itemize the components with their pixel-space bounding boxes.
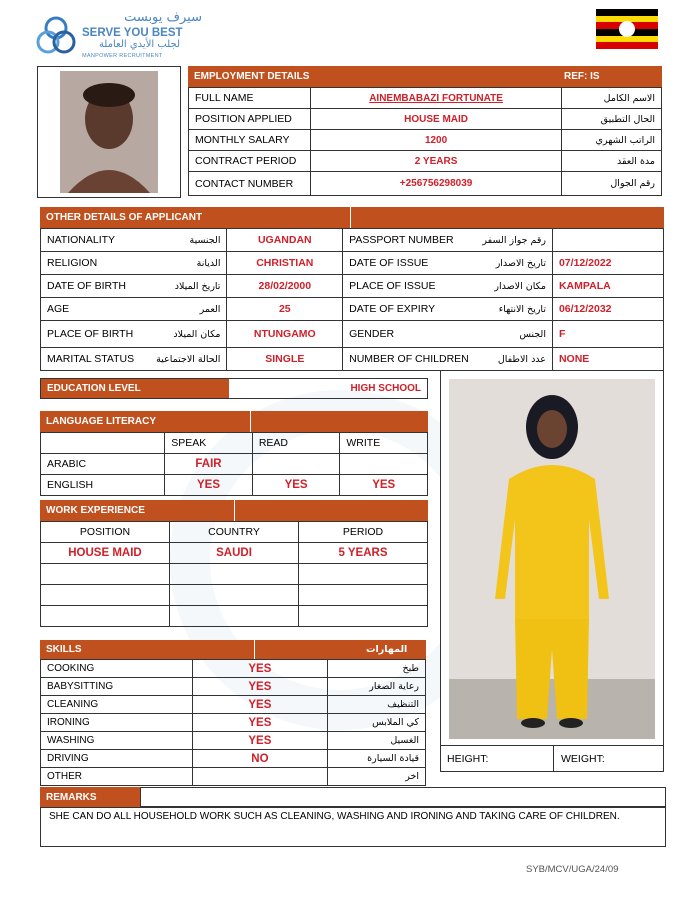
skill-row — [41, 750, 426, 768]
full-body-photo-frame — [440, 370, 664, 772]
left-label: DATE OF BIRTH — [41, 275, 148, 298]
left-arabic-label: مكان الميلاد — [147, 321, 227, 348]
skill-name: IRONING — [41, 714, 193, 732]
remarks-title: REMARKS — [46, 791, 97, 803]
other-details-row — [41, 275, 664, 298]
work-cell — [170, 585, 299, 606]
right-label: GENDER — [343, 321, 475, 348]
skill-name: OTHER — [41, 768, 193, 786]
left-label: MARITAL STATUS — [41, 348, 148, 371]
work-cell: SAUDI — [170, 543, 299, 564]
language-header — [40, 411, 428, 432]
language-level: YES — [340, 475, 428, 496]
weight-label: WEIGHT: — [561, 753, 605, 765]
remarks-text: SHE CAN DO ALL HOUSEHOLD WORK SUCH AS CLEANING, WASHING AND IRONING AND TAKING CARE OF CHILDREN. — [49, 811, 620, 822]
skill-arabic-name: اخر — [328, 768, 426, 786]
employment-row — [189, 109, 662, 130]
work-cell: HOUSE MAID — [41, 543, 170, 564]
skill-value: YES — [192, 732, 328, 750]
language-level: YES — [252, 475, 340, 496]
language-table — [40, 432, 428, 496]
left-arabic-label: الحالة الاجتماعية — [147, 348, 227, 371]
other-details-title: OTHER DETAILS OF APPLICANT — [46, 212, 203, 223]
left-value: 28/02/2000 — [227, 275, 343, 298]
skill-row — [41, 768, 426, 786]
right-arabic-label: الجنس — [475, 321, 553, 348]
other-details-row — [41, 321, 664, 348]
header-divider — [350, 207, 351, 228]
skill-arabic-name: قيادة السيارة — [328, 750, 426, 768]
other-details-header — [40, 207, 664, 228]
uganda-flag-icon — [596, 9, 658, 49]
work-row — [41, 543, 428, 564]
work-row — [41, 606, 428, 627]
work-header-divider — [234, 500, 235, 521]
left-value: SINGLE — [227, 348, 343, 371]
other-details-row — [41, 252, 664, 275]
skills-title-arabic: المهارات — [366, 644, 408, 655]
employment-table — [188, 87, 662, 196]
work-col-header: POSITION — [41, 522, 170, 543]
employment-value: 2 YEARS — [310, 151, 561, 172]
skill-name: COOKING — [41, 660, 193, 678]
other-details-row — [41, 298, 664, 321]
right-value: F — [552, 321, 663, 348]
height-label: HEIGHT: — [447, 753, 489, 765]
language-name: ARABIC — [41, 454, 165, 475]
skill-row — [41, 678, 426, 696]
right-value: 07/12/2022 — [552, 252, 663, 275]
brand-arabic-name: سيرف يوبست — [124, 10, 202, 25]
right-label: DATE OF EXPIRY — [343, 298, 475, 321]
education-value: HIGH SCHOOL — [350, 383, 421, 394]
logo-mark-icon — [34, 14, 78, 58]
skill-name: DRIVING — [41, 750, 193, 768]
employment-label: CONTACT NUMBER — [189, 172, 311, 196]
work-column-headers — [41, 522, 428, 543]
skill-value: NO — [192, 750, 328, 768]
skill-arabic-name: كي الملابس — [328, 714, 426, 732]
left-label: AGE — [41, 298, 148, 321]
other-details-row — [41, 348, 664, 371]
employment-arabic-label: الاسم الكامل — [562, 88, 662, 109]
skills-header-divider — [254, 640, 255, 659]
left-arabic-label: تاريخ الميلاد — [147, 275, 227, 298]
right-arabic-label: مكان الاصدار — [475, 275, 553, 298]
employment-row — [189, 151, 662, 172]
brand-tagline: MANPOWER RECRUITMENT — [82, 53, 163, 59]
work-cell: 5 YEARS — [299, 543, 428, 564]
skill-value: YES — [192, 678, 328, 696]
portrait-photo-icon — [38, 67, 180, 197]
right-label: PASSPORT NUMBER — [343, 229, 475, 252]
language-column-headers — [41, 433, 428, 454]
skill-name: WASHING — [41, 732, 193, 750]
skill-value: YES — [192, 660, 328, 678]
employment-arabic-label: رقم الجوال — [562, 172, 662, 196]
right-value — [552, 229, 663, 252]
work-col-header: PERIOD — [299, 522, 428, 543]
skill-value: YES — [192, 714, 328, 732]
language-blank-header — [41, 433, 165, 454]
skill-arabic-name: رعاية الصغار — [328, 678, 426, 696]
employment-arabic-label: الحال التطبيق — [562, 109, 662, 130]
language-name: ENGLISH — [41, 475, 165, 496]
work-row — [41, 564, 428, 585]
work-cell — [41, 606, 170, 627]
work-table — [40, 521, 428, 627]
language-title: LANGUAGE LITERACY — [46, 416, 156, 427]
language-header-divider — [250, 411, 251, 432]
brand-logo — [34, 10, 204, 62]
left-value: NTUNGAMO — [227, 321, 343, 348]
skill-name: BABYSITTING — [41, 678, 193, 696]
ref-number: REF: IS — [564, 71, 600, 82]
employment-arabic-label: الراتب الشهري — [562, 130, 662, 151]
skill-name: CLEANING — [41, 696, 193, 714]
right-label: NUMBER OF CHILDREN — [343, 348, 475, 371]
skill-arabic-name: التنظيف — [328, 696, 426, 714]
work-cell — [299, 606, 428, 627]
employment-row — [189, 130, 662, 151]
measure-divider — [553, 746, 554, 771]
language-level: YES — [165, 475, 253, 496]
skill-arabic-name: طبخ — [328, 660, 426, 678]
language-level — [340, 454, 428, 475]
work-cell — [41, 564, 170, 585]
skill-row — [41, 714, 426, 732]
language-row — [41, 454, 428, 475]
employment-label: MONTHLY SALARY — [189, 130, 311, 151]
skill-row — [41, 660, 426, 678]
left-label: RELIGION — [41, 252, 148, 275]
work-row — [41, 585, 428, 606]
skills-header — [40, 640, 426, 659]
skill-value — [192, 768, 328, 786]
right-value: NONE — [552, 348, 663, 371]
left-value: CHRISTIAN — [227, 252, 343, 275]
work-cell — [299, 585, 428, 606]
brand-name: SERVE YOU BEST — [82, 27, 183, 39]
education-label: EDUCATION LEVEL — [41, 379, 229, 398]
left-arabic-label: الجنسية — [147, 229, 227, 252]
left-value: UGANDAN — [227, 229, 343, 252]
employment-value: +256756298039 — [310, 172, 561, 196]
language-level — [252, 454, 340, 475]
other-details-table — [40, 228, 664, 371]
left-label: PLACE OF BIRTH — [41, 321, 148, 348]
left-label: NATIONALITY — [41, 229, 148, 252]
education-row — [40, 378, 428, 399]
work-cell — [170, 606, 299, 627]
full-body-photo-icon — [449, 379, 655, 739]
employment-value: 1200 — [310, 130, 561, 151]
right-value: KAMPALA — [552, 275, 663, 298]
work-experience-title: WORK EXPERIENCE — [46, 505, 145, 516]
employment-details-header — [188, 66, 662, 87]
employment-label: CONTRACT PERIOD — [189, 151, 311, 172]
skill-arabic-name: الغسيل — [328, 732, 426, 750]
employment-row — [189, 88, 662, 109]
language-level: FAIR — [165, 454, 253, 475]
skill-value: YES — [192, 696, 328, 714]
language-col-header: READ — [252, 433, 340, 454]
skill-row — [41, 696, 426, 714]
language-row — [41, 475, 428, 496]
skill-row — [41, 732, 426, 750]
right-value: 06/12/2032 — [552, 298, 663, 321]
skills-table — [40, 659, 426, 786]
language-col-header: SPEAK — [165, 433, 253, 454]
left-arabic-label: العمر — [147, 298, 227, 321]
document-code: SYB/MCV/UGA/24/09 — [526, 864, 619, 875]
right-arabic-label: عدد الاطفال — [475, 348, 553, 371]
work-col-header: COUNTRY — [170, 522, 299, 543]
brand-arabic-tagline: لجلب الأيدي العاملة — [98, 39, 180, 50]
left-value: 25 — [227, 298, 343, 321]
right-label: DATE OF ISSUE — [343, 252, 475, 275]
other-details-row — [41, 229, 664, 252]
right-arabic-label: تاريخ الانتهاء — [475, 298, 553, 321]
employment-label: POSITION APPLIED — [189, 109, 311, 130]
employment-title: EMPLOYMENT DETAILS — [194, 71, 310, 82]
employment-label: FULL NAME — [189, 88, 311, 109]
work-cell — [170, 564, 299, 585]
left-arabic-label: الديانة — [147, 252, 227, 275]
employment-row — [189, 172, 662, 196]
employment-value: AINEMBABAZI FORTUNATE — [310, 88, 561, 109]
remarks-header-blank — [140, 787, 666, 807]
applicant-portrait — [37, 66, 181, 198]
right-arabic-label: رقم جواز السفر — [475, 229, 553, 252]
work-cell — [41, 585, 170, 606]
remarks-box — [40, 807, 666, 847]
employment-value: HOUSE MAID — [310, 109, 561, 130]
skills-title: SKILLS — [46, 644, 82, 655]
language-col-header: WRITE — [340, 433, 428, 454]
work-cell — [299, 564, 428, 585]
remarks-header — [40, 787, 140, 807]
employment-arabic-label: مدة العقد — [562, 151, 662, 172]
right-label: PLACE OF ISSUE — [343, 275, 475, 298]
measure-row — [440, 745, 664, 772]
right-arabic-label: تاريخ الاصدار — [475, 252, 553, 275]
